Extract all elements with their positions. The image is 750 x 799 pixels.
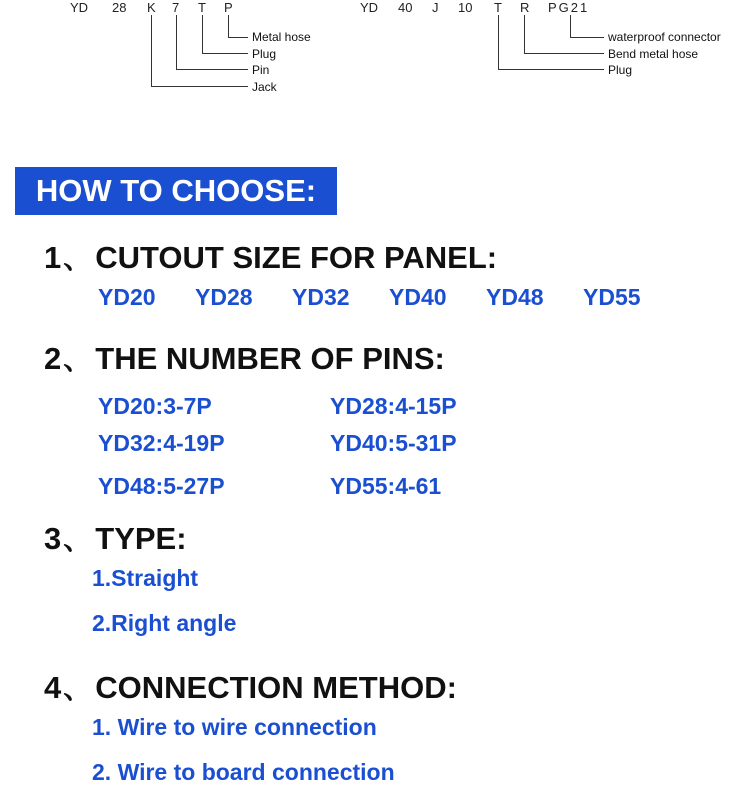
code-part-pin: 10	[458, 0, 473, 15]
section-separator: 、	[63, 524, 92, 555]
section-heading: THE NUMBER OF PINS:	[95, 341, 445, 376]
size-item: YD32	[292, 284, 350, 310]
section-number: 4	[44, 670, 62, 705]
section-heading: TYPE:	[95, 521, 187, 556]
label-metal-hose: Metal hose	[252, 30, 311, 44]
section-separator: 、	[63, 673, 92, 704]
how-to-choose-banner: HOW TO CHOOSE:	[15, 167, 337, 215]
code-part-series: YD	[70, 0, 89, 15]
code-part-size: 40	[398, 0, 413, 15]
section-title-connection	[44, 667, 457, 707]
section-number: 2	[44, 341, 62, 376]
label-plug: Plug	[608, 63, 633, 77]
code-part-jack: J	[432, 0, 439, 15]
size-item: YD48	[486, 284, 544, 310]
section-number: 1	[44, 240, 62, 275]
leader-line-plug-right	[499, 15, 605, 70]
code-part-waterproof: PG21	[548, 0, 590, 15]
size-item: YD28	[195, 284, 253, 310]
pin-item: YD55:4-61	[330, 473, 442, 499]
leader-line-metal-hose	[229, 15, 249, 38]
section-heading: CUTOUT SIZE FOR PANEL:	[95, 240, 498, 275]
code-part-hose: P	[224, 0, 233, 15]
leader-line-waterproof	[571, 15, 605, 38]
pin-item: YD28:4-15P	[330, 393, 457, 419]
type-item: 1.Straight	[92, 565, 199, 591]
section-title-pins	[44, 338, 445, 378]
size-item: YD20	[98, 284, 156, 310]
section-separator: 、	[63, 344, 92, 375]
label-jack: Jack	[252, 80, 277, 94]
code-part-pin: 7	[172, 0, 180, 15]
size-item: YD40	[389, 284, 447, 310]
label-bend-metal-hose: Bend metal hose	[608, 47, 699, 61]
label-waterproof-connector: waterproof connector	[608, 30, 721, 44]
code-part-jack: K	[147, 0, 156, 15]
pin-item: YD48:5-27P	[98, 473, 225, 499]
code-part-size: 28	[112, 0, 127, 15]
pin-item: YD40:5-31P	[330, 430, 457, 456]
pin-item: YD32:4-19P	[98, 430, 225, 456]
connection-item: 1. Wire to wire connection	[92, 714, 377, 740]
leader-line-jack	[152, 15, 249, 87]
label-pin: Pin	[252, 63, 270, 77]
code-part-plug: T	[494, 0, 502, 15]
section-heading: CONNECTION METHOD:	[95, 670, 457, 705]
section-title-type	[44, 518, 187, 558]
section-title-cutout	[44, 237, 497, 277]
label-plug: Plug	[252, 47, 277, 61]
code-part-series: YD	[360, 0, 379, 15]
code-part-bend-hose: R	[520, 0, 530, 15]
pin-item: YD20:3-7P	[98, 393, 212, 419]
code-leader-lines	[0, 0, 750, 110]
type-item: 2.Right angle	[92, 610, 237, 636]
code-part-plug: T	[198, 0, 206, 15]
section-separator: 、	[63, 243, 92, 274]
section-number: 3	[44, 521, 62, 556]
leader-line-plug	[203, 15, 249, 54]
connection-item: 2. Wire to board connection	[92, 759, 395, 785]
leader-line-pin	[177, 15, 249, 70]
size-item: YD55	[583, 284, 641, 310]
leader-line-bend-hose	[525, 15, 605, 54]
